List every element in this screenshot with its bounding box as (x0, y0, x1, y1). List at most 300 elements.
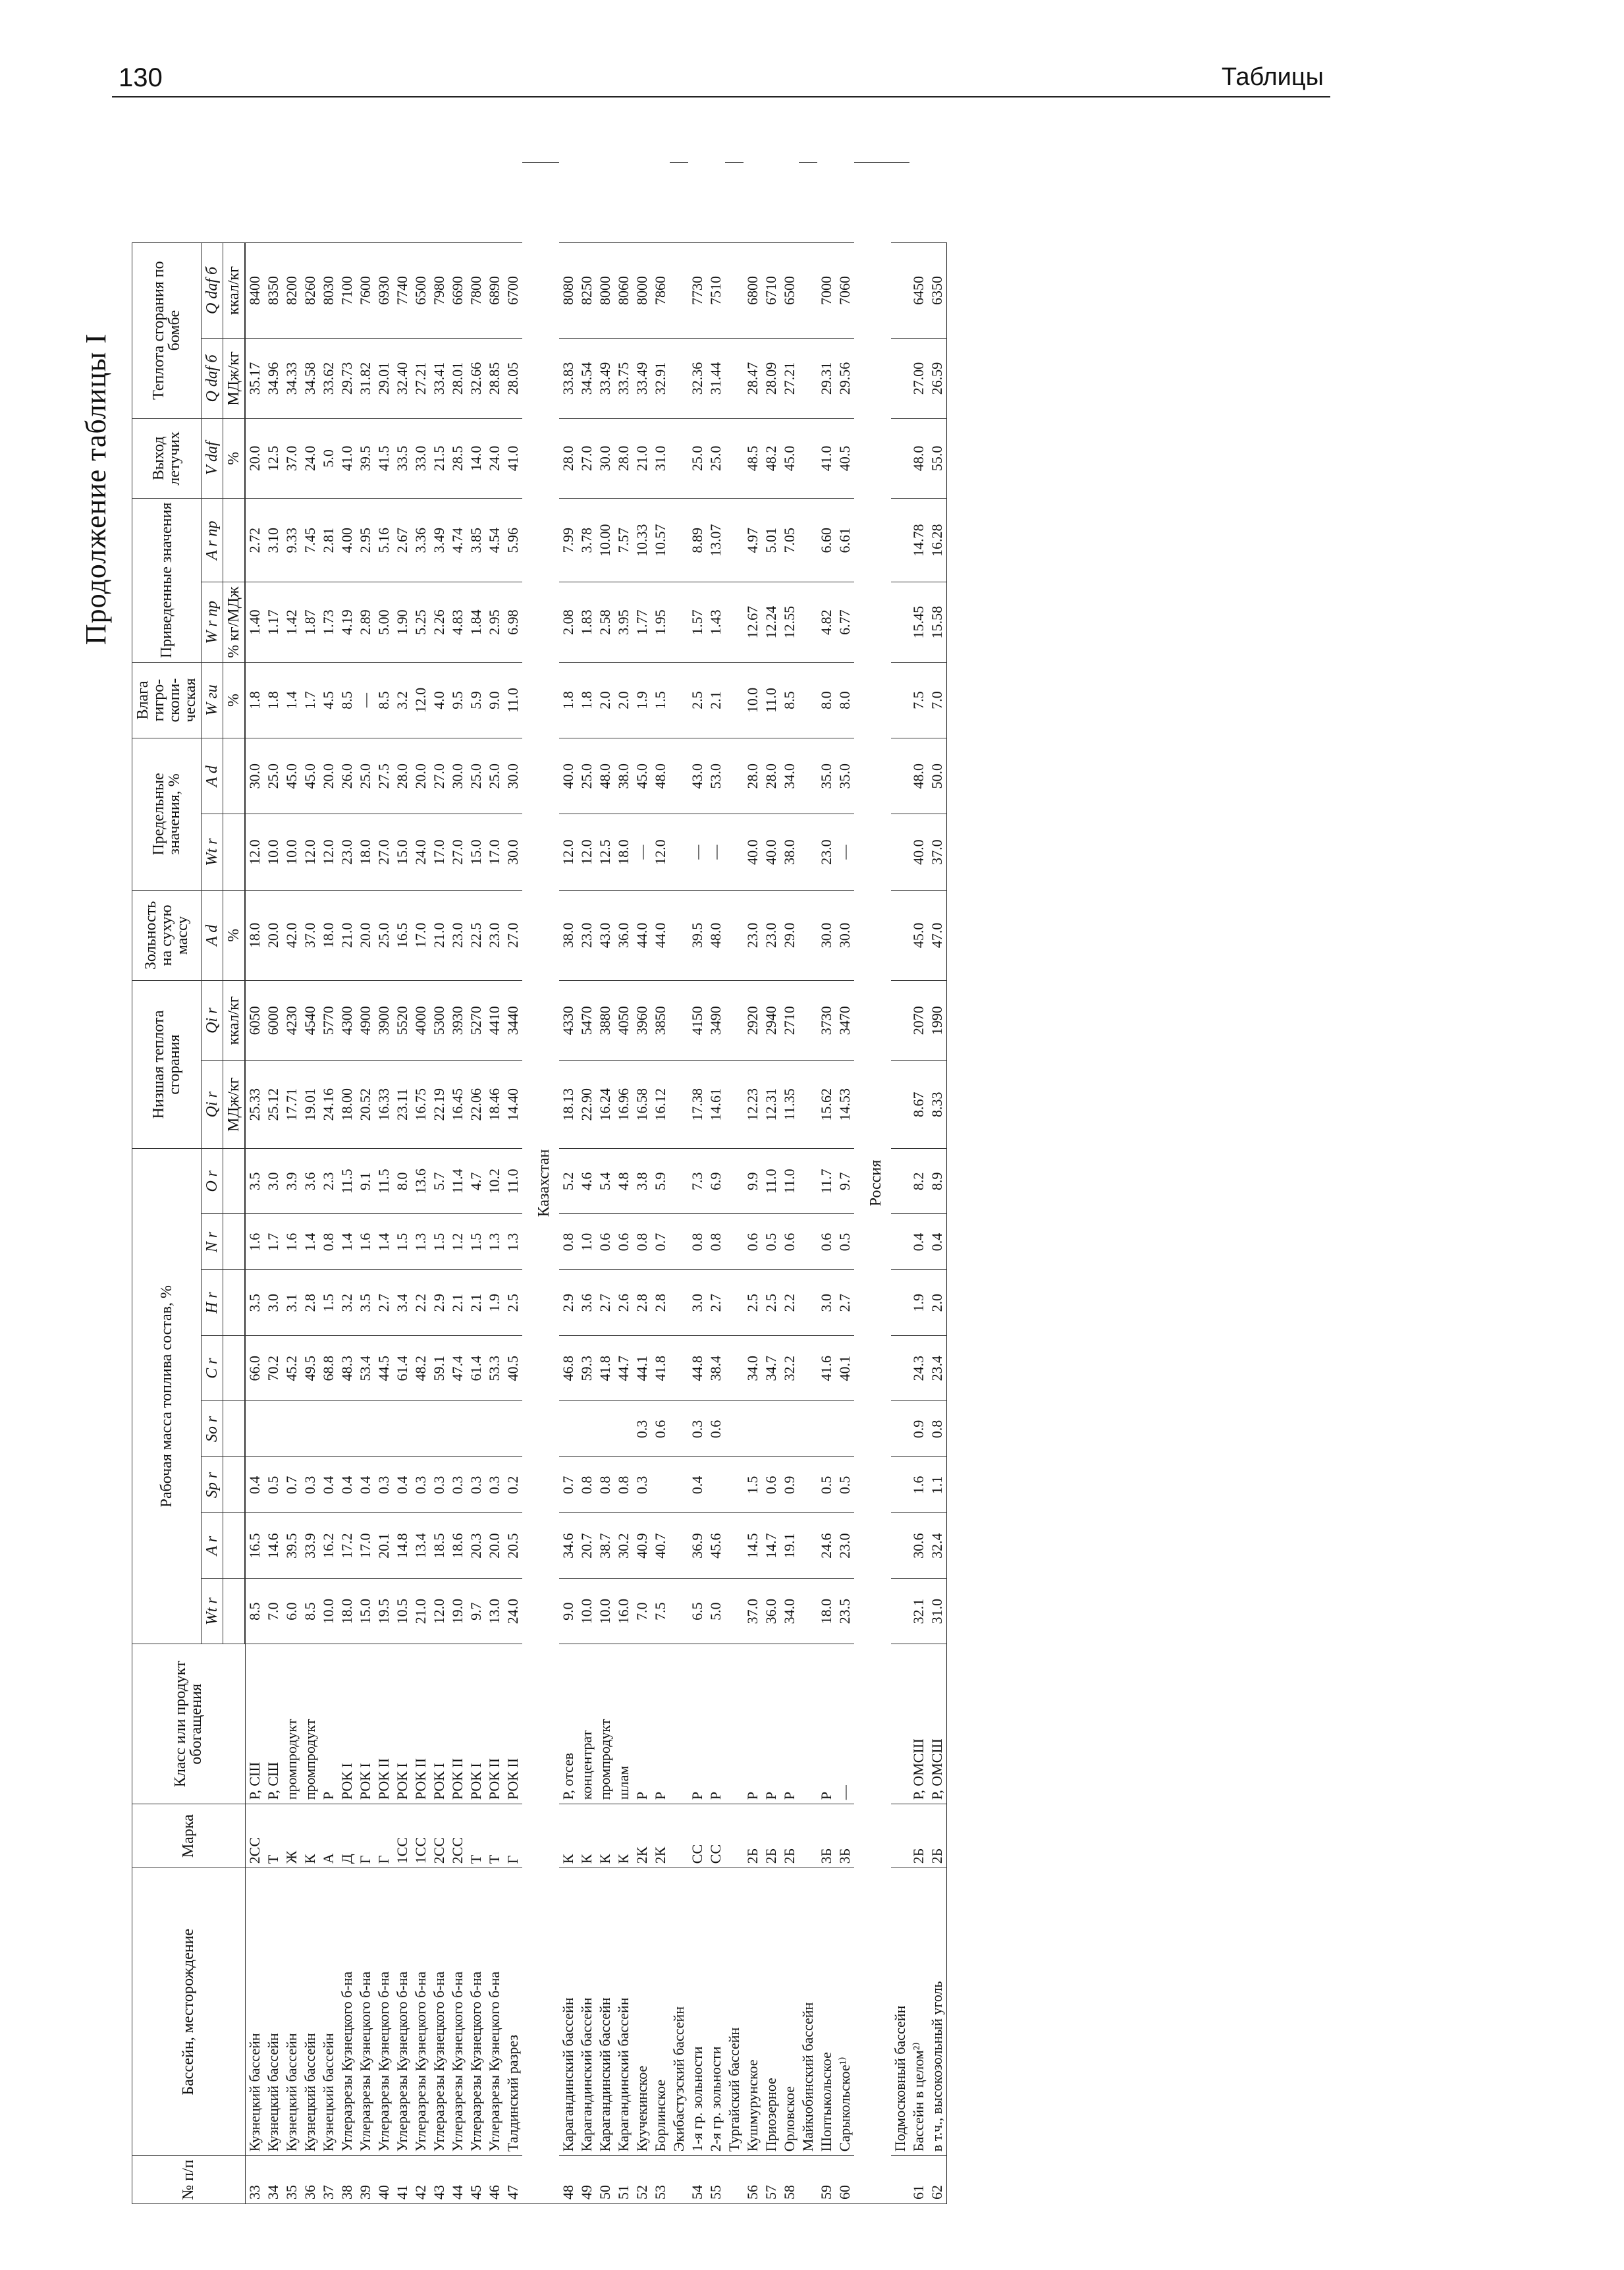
value-cell: 23.0 (485, 890, 504, 980)
unit-cell (223, 738, 246, 814)
value-cell: 0.3 (485, 1457, 504, 1513)
value-cell: 7980 (430, 242, 448, 339)
brand-cell: 2СС (245, 1804, 264, 1868)
value-cell: 3730 (817, 981, 836, 1061)
value-cell (412, 1401, 430, 1457)
value-cell: 4.97 (744, 499, 762, 582)
value-cell: 40.0 (744, 814, 762, 890)
deposit-name: Кушмурунское (744, 1868, 762, 2156)
value-cell: 25.33 (245, 1061, 264, 1149)
value-cell: 8.9 (928, 1148, 947, 1214)
table-row (245, 163, 264, 2204)
table-row (928, 163, 947, 2204)
value-cell: 32.66 (467, 339, 485, 418)
value-cell: 0.4 (928, 1214, 947, 1270)
value-cell: 0.6 (707, 1401, 725, 1457)
value-cell: 47.4 (448, 1335, 467, 1401)
value-cell: 0.4 (245, 1457, 264, 1513)
value-cell: 5300 (430, 981, 448, 1061)
value-cell: 70.2 (264, 1335, 283, 1401)
value-cell: 55.0 (928, 418, 947, 498)
value-cell: 20.7 (578, 1513, 596, 1579)
value-cell: 24.16 (319, 1061, 338, 1149)
value-cell: 23.4 (928, 1335, 947, 1401)
value-cell: 12.0 (319, 814, 338, 890)
value-cell: 16.45 (448, 1061, 467, 1149)
value-cell: 7060 (836, 242, 854, 339)
value-cell: 19.1 (780, 1513, 799, 1579)
value-cell: 4.54 (485, 499, 504, 582)
empty-cell (891, 1804, 909, 1868)
value-cell: 32.91 (651, 339, 670, 418)
value-cell: 22.5 (467, 890, 485, 980)
value-cell: 5.25 (412, 582, 430, 662)
value-cell: 0.6 (817, 1214, 836, 1270)
value-cell: 20.1 (375, 1513, 393, 1579)
value-cell: 2.26 (430, 582, 448, 662)
subheader-cell: Wt r (202, 1578, 223, 1644)
value-cell: 68.8 (319, 1335, 338, 1401)
value-cell: 44.8 (688, 1335, 707, 1401)
deposit-name: Орловское (780, 1868, 799, 2156)
value-cell: 5.4 (596, 1148, 614, 1214)
value-cell: 40.5 (836, 418, 854, 498)
empty-cell (725, 1401, 744, 1457)
class-cell: Р (762, 1644, 780, 1804)
value-cell: 0.7 (283, 1457, 301, 1513)
unit-cell (223, 1401, 246, 1457)
value-cell (264, 1401, 283, 1457)
value-cell: 2.08 (559, 582, 578, 662)
value-cell: 13.6 (412, 1148, 430, 1214)
value-cell: 40.0 (909, 814, 928, 890)
empty-cell (670, 1401, 688, 1457)
empty-cell (670, 1457, 688, 1513)
value-cell: 1.8 (559, 662, 578, 738)
value-cell: 0.5 (264, 1457, 283, 1513)
value-cell: 28.0 (762, 738, 780, 814)
value-cell: 11.0 (504, 1148, 522, 1214)
brand-cell: Ж (283, 1804, 301, 1868)
value-cell (283, 1401, 301, 1457)
empty-cell (891, 1513, 909, 1579)
value-cell: 24.6 (817, 1513, 836, 1579)
deposit-name: в т.ч., высокозольный уголь (928, 1868, 947, 2156)
deposit-name: Приозерное (762, 1868, 780, 2156)
empty-cell (725, 662, 744, 738)
value-cell: 1.9 (633, 662, 651, 738)
deposit-name: Талдинский разрез (504, 1868, 522, 2156)
unit-cell: % (223, 418, 246, 498)
value-cell: 6.0 (283, 1578, 301, 1644)
row-number: 37 (319, 2156, 338, 2204)
value-cell: 11.0 (504, 662, 522, 738)
value-cell: 3.85 (467, 499, 485, 582)
row-number: 33 (245, 2156, 264, 2204)
empty-cell (725, 339, 744, 418)
row-number: 49 (578, 2156, 596, 2204)
value-cell: 0.8 (319, 1214, 338, 1270)
table-row (375, 163, 393, 2204)
deposit-name: Карагандинский бассейн (578, 1868, 596, 2156)
value-cell: 8.0 (817, 662, 836, 738)
value-cell: 16.96 (614, 1061, 633, 1149)
table-row (504, 163, 522, 2204)
value-cell: 0.3 (412, 1457, 430, 1513)
value-cell: 2710 (780, 981, 799, 1061)
empty-cell (725, 1804, 744, 1868)
value-cell: 30.0 (504, 738, 522, 814)
value-cell: 3.2 (393, 662, 412, 738)
value-cell: 32.36 (688, 339, 707, 418)
value-cell: 6050 (245, 981, 264, 1061)
value-cell: 1.90 (393, 582, 412, 662)
value-cell: 3.0 (264, 1270, 283, 1336)
value-cell: 28.0 (559, 418, 578, 498)
value-cell: 1.77 (633, 582, 651, 662)
table-row (578, 163, 596, 2204)
row-number: 61 (909, 2156, 928, 2204)
class-cell: Р (780, 1644, 799, 1804)
value-cell: 8.2 (909, 1148, 928, 1214)
value-cell: 61.4 (393, 1335, 412, 1401)
unit-cell: ккал/кг (223, 981, 246, 1061)
value-cell: 1.1 (928, 1457, 947, 1513)
value-cell: 8000 (633, 242, 651, 339)
table-row (633, 163, 651, 2204)
value-cell: 35.0 (817, 738, 836, 814)
value-cell: 1.8 (245, 662, 264, 738)
value-cell: 4.00 (338, 499, 356, 582)
unit-cell: МДж/кг (223, 339, 246, 418)
row-number: 34 (264, 2156, 283, 2204)
unit-cell: % (223, 890, 246, 980)
value-cell: 2.7 (375, 1270, 393, 1336)
value-cell: 5.0 (707, 1578, 725, 1644)
value-cell: 10.0 (283, 814, 301, 890)
unit-cell (223, 1578, 246, 1644)
subheader-cell: A d (202, 890, 223, 980)
value-cell: 7600 (356, 242, 375, 339)
coal-properties-table (132, 162, 947, 2204)
value-cell: 27.0 (430, 738, 448, 814)
value-cell: 5.0 (319, 418, 338, 498)
value-cell: 21.0 (633, 418, 651, 498)
value-cell: 5.96 (504, 499, 522, 582)
value-cell: 11.0 (780, 1148, 799, 1214)
unit-cell (223, 1148, 246, 1214)
class-cell: РОК II (504, 1644, 522, 1804)
value-cell: 16.2 (319, 1513, 338, 1579)
value-cell: 4.82 (817, 582, 836, 662)
value-cell: 0.3 (633, 1457, 651, 1513)
value-cell: 41.8 (596, 1335, 614, 1401)
value-cell: 11.5 (375, 1148, 393, 1214)
empty-cell (891, 242, 909, 339)
table-row (412, 163, 430, 2204)
value-cell: 45.0 (780, 418, 799, 498)
value-cell: 10.2 (485, 1148, 504, 1214)
value-cell: 18.46 (485, 1061, 504, 1149)
value-cell: 11.4 (448, 1148, 467, 1214)
header-rule (112, 96, 1330, 97)
value-cell: 9.7 (467, 1578, 485, 1644)
row-number: 47 (504, 2156, 522, 2204)
value-cell: 36.9 (688, 1513, 707, 1579)
brand-cell: 2СС (448, 1804, 467, 1868)
value-cell: 0.6 (744, 1214, 762, 1270)
value-cell: 25.0 (578, 738, 596, 814)
empty-cell (799, 981, 817, 1061)
value-cell: 23.0 (762, 890, 780, 980)
class-cell: РОК I (338, 1644, 356, 1804)
subgroup-row (725, 163, 744, 2204)
empty-cell (670, 981, 688, 1061)
value-cell (393, 1401, 412, 1457)
value-cell: 1.3 (485, 1214, 504, 1270)
value-cell: 6500 (412, 242, 430, 339)
empty-cell (891, 499, 909, 582)
value-cell: 22.90 (578, 1061, 596, 1149)
page-number: 130 (119, 63, 163, 92)
value-cell: 18.0 (319, 890, 338, 980)
value-cell: 0.4 (338, 1457, 356, 1513)
value-cell: 32.1 (909, 1578, 928, 1644)
value-cell: 10.0 (319, 1578, 338, 1644)
value-cell: 6710 (762, 242, 780, 339)
value-cell: 4.5 (319, 662, 338, 738)
class-cell: Р, СШ (264, 1644, 283, 1804)
value-cell: 38.0 (614, 738, 633, 814)
value-cell: 1.17 (264, 582, 283, 662)
value-cell: 1.6 (909, 1457, 928, 1513)
value-cell: 2.7 (707, 1270, 725, 1336)
value-cell: 36.0 (614, 890, 633, 980)
value-cell (707, 1457, 725, 1513)
value-cell: 12.0 (578, 814, 596, 890)
value-cell: 2.5 (744, 1270, 762, 1336)
empty-cell (725, 499, 744, 582)
value-cell: 0.4 (393, 1457, 412, 1513)
value-cell: 1.7 (264, 1214, 283, 1270)
value-cell: 17.0 (412, 890, 430, 980)
value-cell: 11.5 (338, 1148, 356, 1214)
col-volatiles: Выход летучих (132, 418, 202, 498)
empty-cell (725, 418, 744, 498)
value-cell: 0.3 (301, 1457, 319, 1513)
empty-cell (799, 499, 817, 582)
value-cell: 48.2 (412, 1335, 430, 1401)
value-cell: 31.82 (356, 339, 375, 418)
value-cell: 20.0 (485, 1513, 504, 1579)
subgroup-label: Подмосковный бассейн (891, 1868, 909, 2156)
value-cell: 24.0 (412, 814, 430, 890)
value-cell: 2.58 (596, 582, 614, 662)
value-cell: 3880 (596, 981, 614, 1061)
value-cell: 2.7 (596, 1270, 614, 1336)
value-cell: 0.3 (430, 1457, 448, 1513)
value-cell: 19.01 (301, 1061, 319, 1149)
value-cell: 1.5 (393, 1214, 412, 1270)
subgroup-row (891, 163, 909, 2204)
value-cell: 14.6 (264, 1513, 283, 1579)
empty-cell (670, 1270, 688, 1336)
value-cell: 1.73 (319, 582, 338, 662)
value-cell: 6450 (909, 242, 928, 339)
empty-cell (891, 738, 909, 814)
subheader-cell: A d (202, 738, 223, 814)
rotated-page-content (66, 162, 1403, 2204)
brand-cell: Г (356, 1804, 375, 1868)
value-cell: 10.0 (264, 814, 283, 890)
value-cell: 10.0 (578, 1578, 596, 1644)
value-cell: 0.8 (707, 1214, 725, 1270)
brand-cell: 2Б (780, 1804, 799, 1868)
value-cell: 45.0 (909, 890, 928, 980)
value-cell: 0.6 (780, 1214, 799, 1270)
brand-cell: 3Б (836, 1804, 854, 1868)
deposit-name: Углеразрезы Кузнецкого б-на (430, 1868, 448, 2156)
subheader-cell: Qi r (202, 981, 223, 1061)
value-cell: 45.2 (283, 1335, 301, 1401)
value-cell (559, 1401, 578, 1457)
deposit-name: Кузнецкий бассейн (319, 1868, 338, 2156)
value-cell: 4.8 (614, 1148, 633, 1214)
empty-cell (799, 1061, 817, 1149)
col-bomb-heat: Теплота сгорания по бомбе (132, 242, 202, 418)
col-num: № п/п (132, 2156, 246, 2204)
value-cell: 26.0 (338, 738, 356, 814)
empty-cell (725, 1270, 744, 1336)
value-cell: 12.55 (780, 582, 799, 662)
subgroup-label: Майкюбинский бассейн (799, 1868, 817, 2156)
value-cell: 23.0 (836, 1513, 854, 1579)
empty-cell (799, 814, 817, 890)
empty-cell (799, 1804, 817, 1868)
value-cell: 2.0 (928, 1270, 947, 1336)
value-cell: 12.24 (762, 582, 780, 662)
table-row (707, 163, 725, 2204)
value-cell: 32.2 (780, 1335, 799, 1401)
value-cell: 15.58 (928, 582, 947, 662)
value-cell: 6350 (928, 242, 947, 339)
value-cell: 2.8 (301, 1270, 319, 1336)
value-cell: 10.00 (596, 499, 614, 582)
empty-cell (670, 890, 688, 980)
section-label: Казахстан (522, 163, 559, 2204)
deposit-name: Углеразрезы Кузнецкого б-на (338, 1868, 356, 2156)
value-cell: 4230 (283, 981, 301, 1061)
table-row (485, 163, 504, 2204)
brand-cell: 2Б (744, 1804, 762, 1868)
value-cell: 20.5 (504, 1513, 522, 1579)
table-body (245, 163, 947, 2204)
class-cell: Р (744, 1644, 762, 1804)
empty-cell (799, 1457, 817, 1513)
empty-cell (725, 582, 744, 662)
value-cell: 3.36 (412, 499, 430, 582)
value-cell: 30.6 (909, 1513, 928, 1579)
value-cell: 32.40 (393, 339, 412, 418)
table-row (688, 163, 707, 2204)
value-cell: 9.7 (836, 1148, 854, 1214)
empty-cell (725, 738, 744, 814)
value-cell: 1.6 (245, 1214, 264, 1270)
deposit-name: 2-я гр. зольности (707, 1868, 725, 2156)
brand-cell: 2Б (928, 1804, 947, 1868)
deposit-name: Углеразрезы Кузнецкого б-на (393, 1868, 412, 2156)
value-cell: 2.3 (319, 1148, 338, 1214)
row-number: 57 (762, 2156, 780, 2204)
value-cell: 14.7 (762, 1513, 780, 1579)
value-cell: 17.2 (338, 1513, 356, 1579)
empty-cell (799, 890, 817, 980)
empty-cell (725, 1335, 744, 1401)
value-cell: 0.5 (836, 1214, 854, 1270)
value-cell: 5.7 (430, 1148, 448, 1214)
value-cell: 6000 (264, 981, 283, 1061)
col-limit-values: Предельные значения, % (132, 738, 202, 891)
value-cell: 27.0 (448, 814, 467, 890)
value-cell: 20.0 (356, 890, 375, 980)
deposit-name: Карагандинский бассейн (596, 1868, 614, 2156)
value-cell: 14.53 (836, 1061, 854, 1149)
class-cell: РОК II (412, 1644, 430, 1804)
value-cell: 45.0 (633, 738, 651, 814)
value-cell: 6.5 (688, 1578, 707, 1644)
value-cell: 28.85 (485, 339, 504, 418)
value-cell: 27.0 (375, 814, 393, 890)
value-cell: 34.33 (283, 339, 301, 418)
empty-cell (670, 1148, 688, 1214)
value-cell: 18.00 (338, 1061, 356, 1149)
value-cell: 25.0 (356, 738, 375, 814)
deposit-name: Кузнецкий бассейн (245, 1868, 264, 2156)
value-cell (301, 1401, 319, 1457)
value-cell: — (688, 814, 707, 890)
empty-cell (891, 1335, 909, 1401)
empty-cell (725, 1513, 744, 1579)
value-cell: 45.6 (707, 1513, 725, 1579)
value-cell: 33.83 (559, 339, 578, 418)
value-cell: 1990 (928, 981, 947, 1061)
value-cell: 21.5 (430, 418, 448, 498)
value-cell: 7.99 (559, 499, 578, 582)
value-cell: 14.8 (393, 1513, 412, 1579)
value-cell: 45.0 (283, 738, 301, 814)
value-cell: 10.5 (393, 1578, 412, 1644)
deposit-name: Углеразрезы Кузнецкого б-на (467, 1868, 485, 2156)
subheader-cell: Q daf б (202, 242, 223, 339)
empty-cell (799, 1401, 817, 1457)
value-cell: 4.7 (467, 1148, 485, 1214)
row-number: 41 (393, 2156, 412, 2204)
value-cell: 38.4 (707, 1335, 725, 1401)
num-cell (725, 2156, 744, 2204)
value-cell: 4.6 (578, 1148, 596, 1214)
brand-cell: К (578, 1804, 596, 1868)
value-cell: 41.0 (504, 418, 522, 498)
value-cell: 34.7 (762, 1335, 780, 1401)
empty-cell (799, 1644, 817, 1804)
value-cell: 22.19 (430, 1061, 448, 1149)
table-row (467, 163, 485, 2204)
value-cell: 11.0 (762, 662, 780, 738)
value-cell: 0.8 (614, 1457, 633, 1513)
value-cell: 25.0 (375, 890, 393, 980)
value-cell: 12.0 (245, 814, 264, 890)
row-number: 58 (780, 2156, 799, 2204)
